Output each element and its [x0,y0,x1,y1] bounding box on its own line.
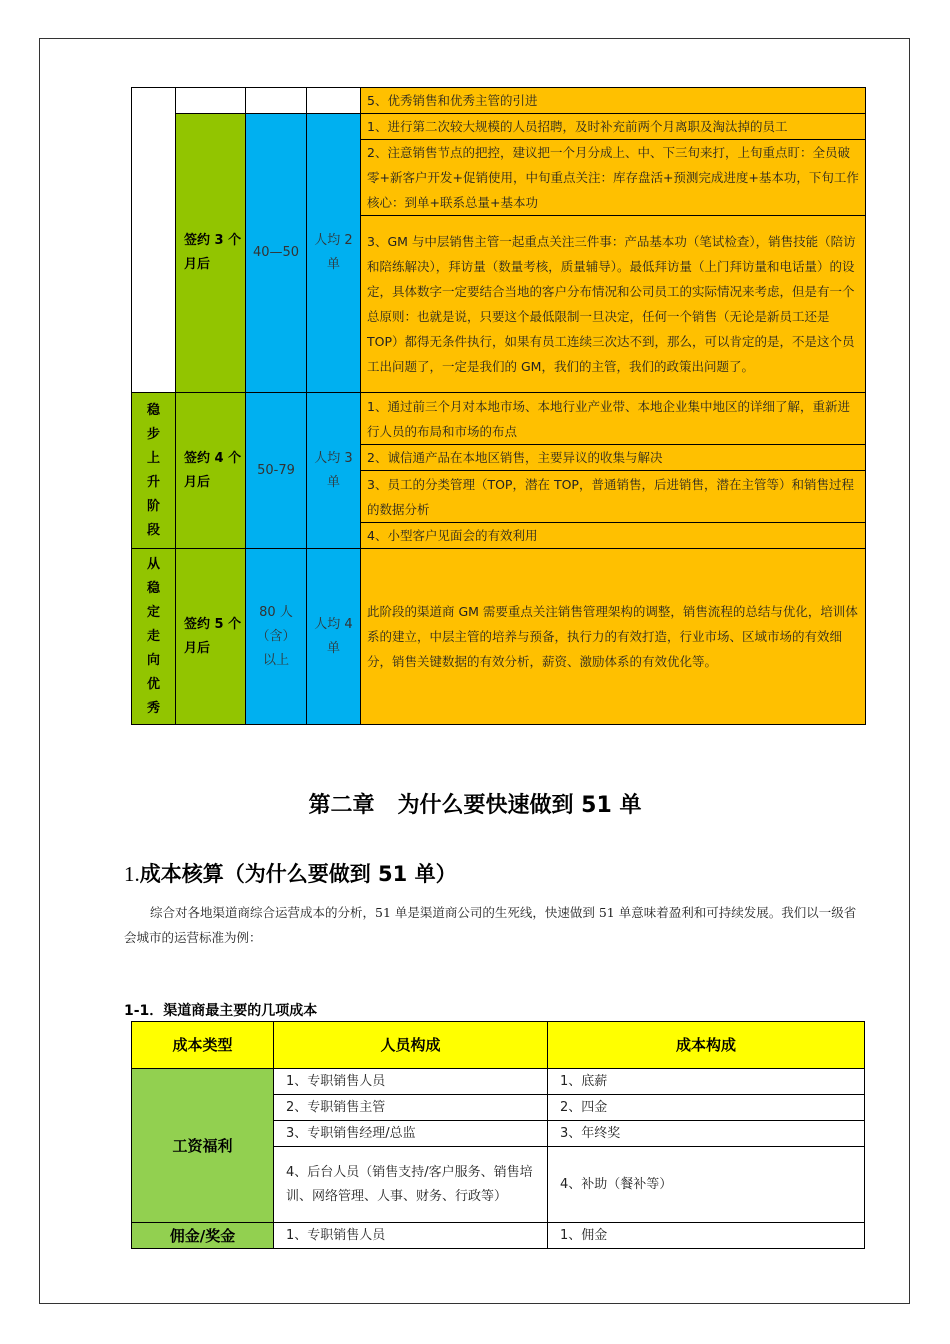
cost-type-cell: 佣金/奖金 [132,1223,274,1249]
table-cell: 3、GM 与中层销售主管一起重点关注三件事：产品基本功（笔试检查），销售技能（陪访和陪练解决），拜访量（数量考核，质量辅导）。最低拜访量（上门拜访量和电话量）的设定，具体数字一定要结合当地的客户分布情况和公司员工的实际情况来考虑，但是有一个总原则：也就是说，只要这个最低限制一旦决定，任何一个销售（无论是新员工还是 TOP）都得无条件执行，如果有员工连续三次达不到，那么，可以肯定的是，不是这个员工出问题了，一定是我们的 GM，我们的主管，我们的政策出问题了。 [361,216,866,393]
cost-table [131,1021,865,1249]
count-cell: 40—50 [246,114,307,393]
avg-cell: 人均 3 单 [307,393,361,549]
table-header: 成本构成 [548,1022,865,1069]
table-cell: 3、员工的分类管理（TOP，潜在 TOP，普通销售，后进销售，潜在主管等）和销售过程的数据分析 [361,471,866,523]
table-cell: 1、进行第二次较大规模的人员招聘，及时补充前两个月离职及淘汰掉的员工 [361,114,866,140]
table-cell: 4、后台人员（销售支持/客户服务、销售培训、网络管理、人事、财务、行政等） [274,1147,548,1223]
table-cell: 3、专职销售经理/总监 [274,1121,548,1147]
body-paragraph: 综合对各地渠道商综合运营成本的分析，51 单是渠道商公司的生死线，快速做到 51 单意味着盈利和可持续发展。我们以一级省会城市的运营标准为例： [124,905,857,945]
table-cell: 2、诚信通产品在本地区销售，主要异议的收集与解决 [361,445,866,471]
table-cell: 4、小型客户见面会的有效利用 [361,523,866,549]
table-cell: 1、专职销售人员 [274,1069,548,1095]
table-cell: 4、补助（餐补等） [548,1147,865,1223]
table-header: 成本类型 [132,1022,274,1069]
table-cell: 2、注意销售节点的把控，建议把一个月分成上、中、下三旬来打，上旬重点盯：全员破零+新客户开发+促销使用，中旬重点关注：库存盘活+预测完成进度+基本功，下旬工作核心：到单+联系总量+基本功 [361,140,866,216]
count-cell: 50-79 [246,393,307,549]
avg-cell: 人均 4 单 [307,549,361,725]
table-header: 人员构成 [274,1022,548,1069]
cost-type-cell: 工资福利 [132,1069,274,1223]
count-cell: 80 人（含）以上 [246,549,307,725]
chapter-title: 第二章 为什么要快速做到 51 单 [308,793,642,818]
section-title: 成本核算（为什么要做到 51 单） [139,862,457,886]
avg-cell: 人均 2 单 [307,114,361,393]
section-heading [124,858,457,888]
table-cell: 1、佣金 [548,1223,865,1249]
section-number: 1. [124,862,140,886]
sign-cell: 签约 3 个月后 [176,114,246,393]
sign-cell: 签约 5 个月后 [176,549,246,725]
table-cell: 2、四金 [548,1095,865,1121]
stage-label: 稳步上升阶段 [132,393,176,549]
table-cell: 1、通过前三个月对本地市场、本地行业产业带、本地企业集中地区的详细了解，重新进行人员的布局和市场的布点 [361,393,866,445]
subsection-heading: 1-1．渠道商最主要的几项成本 [124,1003,318,1019]
table-cell: 3、年终奖 [548,1121,865,1147]
table-cell: 1、底薪 [548,1069,865,1095]
stage-label: 从稳定走向优秀 [132,549,176,725]
table-cell: 5、优秀销售和优秀主管的引进 [361,88,866,114]
table-cell: 此阶段的渠道商 GM 需要重点关注销售管理架构的调整，销售流程的总结与优化，培训体系的建立，中层主管的培养与预备，执行力的有效打造，行业市场、区域市场的有效细分，销售关键数据的有效分析，薪资、激励体系的有效优化等。 [361,549,866,725]
table-cell: 1、专职销售人员 [274,1223,548,1249]
stage-cell-empty [132,88,176,393]
sign-cell: 签约 4 个月后 [176,393,246,549]
stage-table [131,87,866,725]
table-cell: 2、专职销售主管 [274,1095,548,1121]
